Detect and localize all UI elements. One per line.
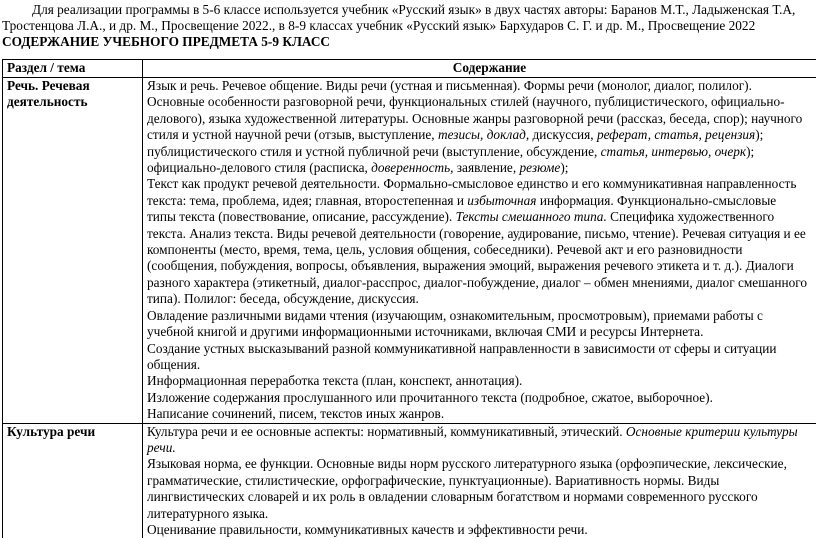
header-section: Раздел / тема <box>3 60 143 78</box>
content-line: публицистического стиля и устной публичной речи (выступление, обсуждение, статья, интервью, очерк); <box>147 143 755 159</box>
content-line: Текст как продукт речевой деятельности. Формально-смысловое единство и его коммуникативная направленность <box>147 176 797 192</box>
content-line: типы текста (повествование, описание, рассуждение). Тексты смешанного типа. Специфика художественного <box>147 209 775 225</box>
content-line: общения. <box>147 356 201 372</box>
content-table <box>2 59 816 538</box>
content-line: текста. Анализ текста. Виды речевой деятельности (говорение, аудирование, письмо, чтение). Речевая ситуация и ее <box>147 225 806 241</box>
intro-paragraph <box>2 2 814 35</box>
content-line: Изложение содержания прослушанного или прочитанного текста (подробное, сжатое, выборочное). <box>147 389 713 405</box>
content-line: (сообщения, побуждения, вопросы, объявления, выражения эмоций, выражения речевого этикета и т. д.). Диалоги <box>147 258 794 274</box>
content-line: Написание сочинений, писем, текстов иных жанров. <box>147 406 445 422</box>
content-line: грамматические, стилистические, орфографические, пунктуационные). Вариативность нормы. Виды <box>147 472 720 488</box>
topic-line: Речь. Речевая <box>7 78 90 93</box>
topic-cell <box>3 423 143 538</box>
table-row <box>3 423 816 538</box>
content-line: литературного языка. <box>147 505 269 521</box>
intro-line-1: Для реализации программы в 5-6 классе используется учебник «Русский язык» в двух частях авторы: Баранов М.Т., Ладыженская Т.А, <box>32 2 796 17</box>
content-cell <box>143 423 816 538</box>
content-line: стиля и устной научной речи (отзыв, выступление, тезисы, доклад, дискуссия, реферат, статья, рецензия); <box>147 127 764 143</box>
table-row <box>3 78 816 424</box>
content-line: Овладение различными видами чтения (изучающим, ознакомительным, просмотровым), приемами работы с <box>147 307 763 323</box>
table-header-row <box>3 60 816 78</box>
topic-line: деятельность <box>7 94 88 110</box>
content-line: типа). Полилог: беседа, обсуждение, дискуссия. <box>147 291 419 307</box>
intro-line-2: Тростенцова Л.А., и др. М., Просвещение 2022., в 8-9 классах учебник «Русский язык» Бархударов С. Г. и др. М., Просвещение 2022 <box>2 18 756 34</box>
content-line: Оценивание правильности, коммуникативных качеств и эффективности речи. <box>147 521 588 537</box>
topic-cell <box>3 78 143 424</box>
content-line: Информационная переработка текста (план, конспект, аннотация). <box>147 373 523 389</box>
content-line: разного характера (этикетный, диалог-расспрос, диалог-побуждение, диалог – обмен мнениями, диалог смешанного <box>147 274 807 290</box>
topic-line: Культура речи <box>7 423 96 439</box>
content-line: официально-делового стиля (расписка, доверенность, заявление, резюме); <box>147 160 569 176</box>
content-line: Языковая норма, ее функции. Основные виды норм русского литературного языка (орфоэпические, лексические, <box>147 456 787 472</box>
content-line: речи. <box>147 439 176 455</box>
content-cell <box>143 78 816 424</box>
content-line: делового), языка художественной литературы. Основные жанры разговорной речи (рассказ, беседа, спор); научного <box>147 110 803 126</box>
content-line: компоненты (место, время, тема, цель, условия общения, собеседники). Речевой акт и его разновидности <box>147 242 743 258</box>
content-line: текста: тема, проблема, идея; главная, второстепенная и избыточная информация. Функционально-смысловые <box>147 192 777 208</box>
content-line: Язык и речь. Речевое общение. Виды речи (устная и письменная). Формы речи (монолог, диалог, полилог). <box>147 78 752 93</box>
section-heading: СОДЕРЖАНИЕ УЧЕБНОГО ПРЕДМЕТА 5-9 КЛАСС <box>2 34 331 49</box>
content-line: Создание устных высказываний разной коммуникативной направленности в зависимости от сферы и ситуации <box>147 340 777 356</box>
content-line: учебной книгой и другими информационными источниками, включая СМИ и ресурсы Интернета. <box>147 324 704 340</box>
header-content: Содержание <box>143 60 816 78</box>
content-line: Основные особенности разговорной речи, функциональных стилей (научного, публицистического, официально- <box>147 94 785 110</box>
content-line: лингвистических словарей и их роль в овладении словарным богатством и нормами современного русского <box>147 489 758 505</box>
content-line: Культура речи и ее основные аспекты: нормативный, коммуникативный, этический. Основные критерии культуры <box>147 423 798 439</box>
